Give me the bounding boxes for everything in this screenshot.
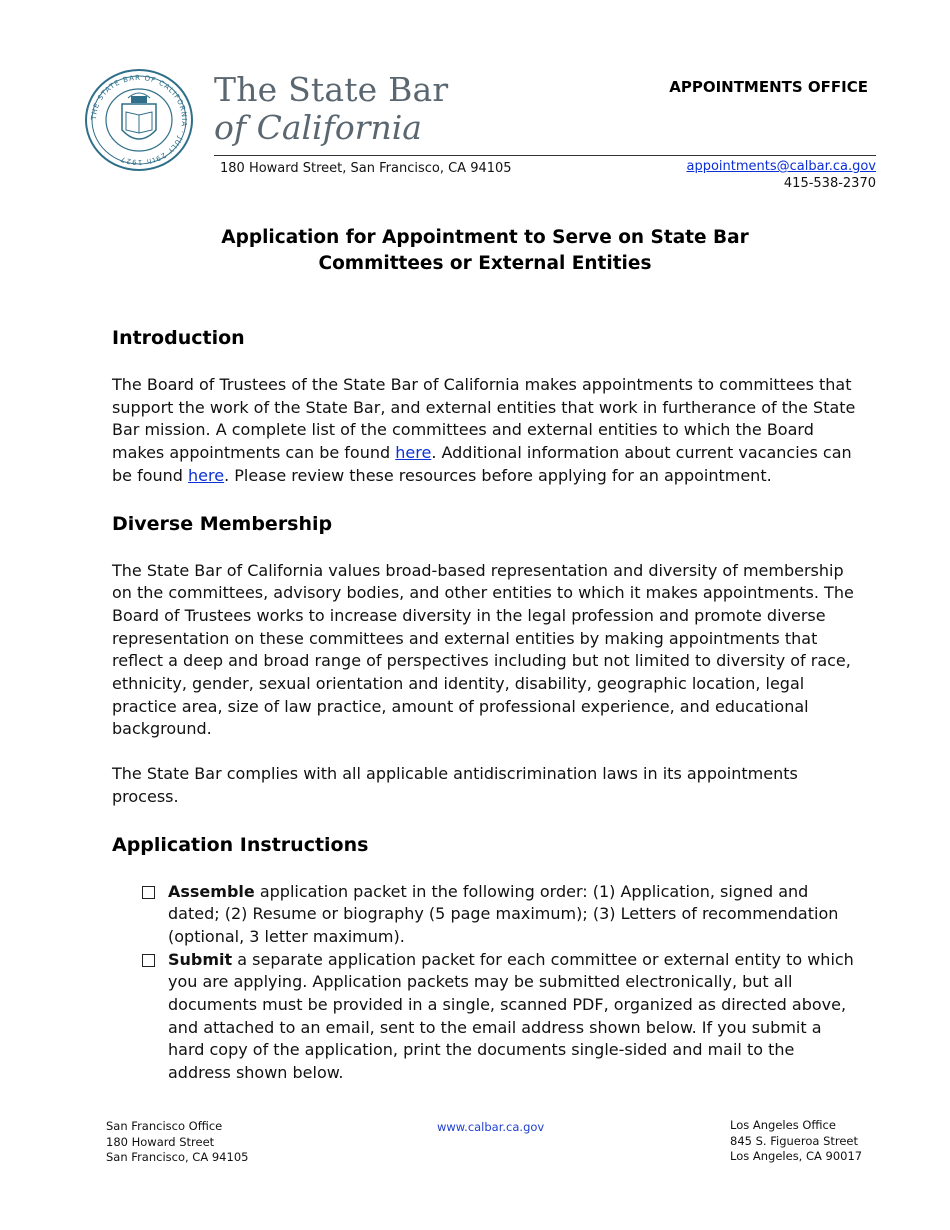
footer-sf-line2: 180 Howard Street <box>106 1134 215 1149</box>
brand-name-line1: The State Bar <box>214 70 449 109</box>
introduction-paragraph <box>112 374 862 488</box>
document-body <box>112 324 862 1085</box>
intro-text-3: . Please review these resources before applying for an appointment. <box>224 465 772 485</box>
instructions-checklist <box>112 881 862 1085</box>
footer-la-line2: 845 S. Figueroa Street <box>730 1133 859 1148</box>
header-address: 180 Howard Street, San Francisco, CA 94105 <box>220 161 512 176</box>
checklist-item-text: a separate application packet for each committee or external entity to which you are applying. Application packets may be submitted electronically, but all documents must be provided in a single, scanned PDF, organized as directed above, and attached to an email, sent to the email address shown below. If you submit a hard copy of the application, print the documents single-sided and mail to the address shown below. <box>168 949 854 1083</box>
committees-list-link[interactable]: here <box>395 443 432 463</box>
checklist-item <box>112 949 862 1085</box>
website-link[interactable]: www.calbar.ca.gov <box>437 1120 545 1134</box>
diverse-membership-paragraph: The State Bar of California values broad-based representation and diversity of membership on the committees, advisory bodies, and other entities to which it makes appointments. The Board of Trustees works to increase diversity in the legal profession and promote diverse representation on these committees and external entities by making appointments that reflect a deep and broad range of perspectives including but not limited to diversity of race, ethnicity, gender, sexual orientation and identity, disability, geographic location, legal practice area, size of law practice, amount of professional experience, and educational background. <box>112 560 854 739</box>
footer-la-line1: Los Angeles Office <box>730 1118 836 1132</box>
seal-ring-text: THE STATE BAR OF CALIFORNIA · JULY 29th 1927 <box>89 73 189 167</box>
checkbox[interactable] <box>142 954 155 967</box>
footer-la-office <box>730 1118 862 1165</box>
checklist-item-keyword: Assemble <box>168 881 255 901</box>
checkbox[interactable] <box>142 886 155 899</box>
footer-la-line3: Los Angeles, CA 90017 <box>730 1149 863 1163</box>
diverse-membership-heading: Diverse Membership <box>112 512 333 535</box>
vacancies-link[interactable]: here <box>188 465 225 485</box>
checklist-item-text: application packet in the following order: (1) Application, signed and dated; (2) Resume or biography (5 page maximum); (3) Letters of recommendation (optional, 3 letter maximum). <box>168 881 839 946</box>
introduction-heading: Introduction <box>112 327 245 349</box>
brand-name-line2: of California <box>214 108 422 147</box>
checklist-item-keyword: Submit <box>168 949 233 969</box>
application-instructions-heading: Application Instructions <box>112 833 369 856</box>
title-line1: Application for Appointment to Serve on State Bar <box>221 227 749 248</box>
antidiscrimination-paragraph: The State Bar complies with all applicable antidiscrimination laws in its appointments process. <box>112 764 798 806</box>
checklist-item <box>112 881 862 949</box>
header-divider <box>214 155 876 156</box>
state-bar-seal-logo <box>84 68 194 172</box>
intro-text-1: The Board of Trustees of the State Bar of California makes appointments to committees that support the work of the State Bar, and external entities that work in furtherance of the State Bar mission. A complete list of the committees and external entities to which the Board makes appointments can be found <box>112 375 856 463</box>
title-line2: Committees or External Entities <box>318 253 652 274</box>
intro-text-2: . Additional information about current vacancies can be found <box>112 443 852 485</box>
footer-sf-office <box>106 1119 248 1166</box>
header-phone: 415-538-2370 <box>783 176 876 191</box>
office-label: APPOINTMENTS OFFICE <box>669 78 868 96</box>
footer-sf-line1: San Francisco Office <box>106 1119 223 1133</box>
footer-sf-line3: San Francisco, CA 94105 <box>106 1150 249 1164</box>
email-link[interactable]: appointments@calbar.ca.gov <box>686 159 876 174</box>
document-title <box>0 225 950 277</box>
